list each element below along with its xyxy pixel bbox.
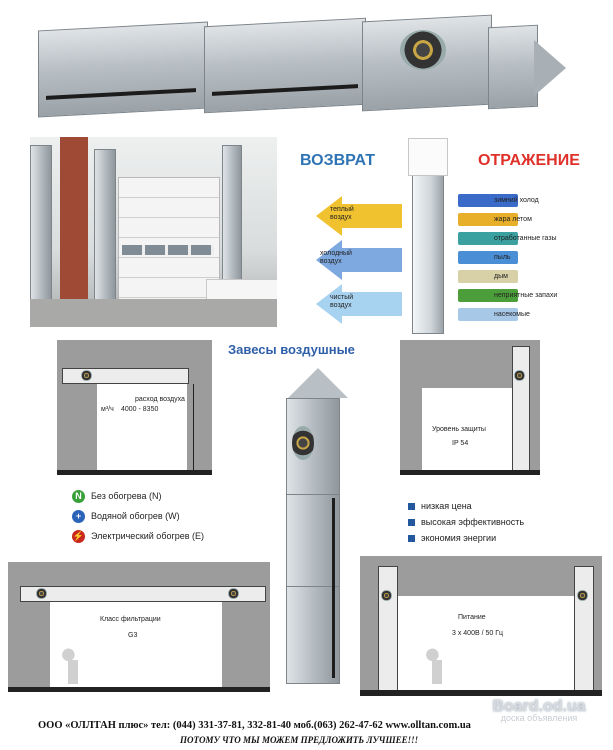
diagram3-fan-icon-left xyxy=(36,588,47,599)
benefits-list xyxy=(408,498,588,546)
clean-air-arrow xyxy=(316,284,404,324)
photo-door-windows xyxy=(122,245,214,255)
reflection-heading: ОТРАЖЕНИЕ xyxy=(478,152,580,169)
diagram1-label-title: расход воздуха xyxy=(135,396,185,403)
photo-door xyxy=(118,177,220,301)
diagram4-label-value: 3 x 400В / 50 Гц xyxy=(452,630,503,637)
diagram-power xyxy=(360,556,602,696)
dimension-line xyxy=(193,384,194,470)
reflection-label-7: насекомые xyxy=(494,311,530,318)
top-unit-section-1 xyxy=(38,22,208,118)
diagram2-label-title: Уровень защиты xyxy=(432,426,486,433)
top-unit-section-end xyxy=(488,25,538,110)
diagram2-floor xyxy=(400,470,540,475)
vertical-unit-image xyxy=(280,368,350,690)
diagram2-curtain xyxy=(512,346,530,472)
heating-legend xyxy=(72,488,262,544)
clean-air-label: чистый воздух xyxy=(330,294,354,309)
worker-icon xyxy=(54,648,90,686)
vertical-unit-top xyxy=(288,368,348,398)
reflection-label-5: дым xyxy=(494,273,508,280)
section-title: Завесы воздушные xyxy=(228,342,355,357)
legend-item-electric-heating: ⚡ Электрический обогрев (Е) xyxy=(72,530,205,541)
reflection-label-1: зимний холод xyxy=(494,197,539,204)
cold-air-label: холодный воздух xyxy=(320,250,352,265)
diagram3-floor xyxy=(8,687,270,692)
benefit-item: низкая цена xyxy=(408,498,588,514)
diagram4-curtain-right xyxy=(574,566,594,692)
diagram-filtration xyxy=(8,562,270,692)
footer-slogan: ПОТОМУ ЧТО МЫ МОЖЕМ ПРЕДЛОЖИТЬ ЛУЧШЕЕ!!! xyxy=(180,735,419,745)
reflection-label-2: жара летом xyxy=(494,216,532,223)
benefit-item: экономия энергии xyxy=(408,530,588,546)
photo-floor xyxy=(30,299,277,327)
reflection-label-6: неприятные запахи xyxy=(494,292,558,299)
vertical-unit-slot xyxy=(332,498,335,678)
diagram3-label-value: G3 xyxy=(128,632,138,639)
diagram3-label-title: Класс фильтрации xyxy=(100,616,161,623)
diagram1-floor xyxy=(57,470,212,475)
diagram1-fan-icon xyxy=(81,370,92,381)
warm-air-arrow xyxy=(316,196,404,236)
diagram4-fan-icon-left xyxy=(381,590,392,601)
photo-brick-wall xyxy=(60,137,88,302)
fan-icon xyxy=(400,30,446,70)
reflection-label-4: пыль xyxy=(494,254,511,261)
legend-item-no-heating: N Без обогрева (N) xyxy=(72,488,262,504)
diagram1-label-value: 4000 - 8350 xyxy=(121,406,159,413)
diagram-protection xyxy=(400,340,540,475)
warm-air-label: теплый воздух xyxy=(330,206,354,221)
benefit-item: высокая эффективность xyxy=(408,514,588,530)
photo-curtain-mid xyxy=(94,149,116,301)
water-heating-icon: + xyxy=(72,510,85,523)
installation-photo xyxy=(30,137,277,327)
top-unit-image xyxy=(30,8,570,118)
strip-5 xyxy=(458,270,518,283)
diagram3-fan-icon-right xyxy=(228,588,239,599)
electric-heating-icon: ⚡ xyxy=(72,530,85,541)
footer-contacts: ООО «ОЛЛТАН плюс» тел: (044) 331-37-81, 332-81-40 моб.(063) 262-47-62 www.olltan.com.ua xyxy=(38,720,471,731)
watermark-main: Board.od.ua xyxy=(492,698,586,715)
worker-icon xyxy=(418,648,454,686)
diagram4-floor xyxy=(360,690,602,696)
diagram1-label-unit: м³/ч xyxy=(101,406,114,413)
diagram4-fan-icon-right xyxy=(577,590,588,601)
return-heading: ВОЗВРАТ xyxy=(300,152,375,169)
diagram4-curtain-left xyxy=(378,566,398,692)
top-unit-section-2 xyxy=(204,18,366,113)
reflection-label-3: отработанные газы xyxy=(494,235,557,242)
diagram2-label-value: IP 54 xyxy=(452,440,469,447)
diagram2-fan-icon xyxy=(514,370,525,381)
cold-air-arrow xyxy=(316,240,404,280)
no-heating-icon: N xyxy=(72,490,85,503)
photo-curtain-right xyxy=(222,145,242,301)
schematic-curtain-head xyxy=(408,138,448,176)
legend-item-water-heating: + Водяной обогрев (W) xyxy=(72,508,262,524)
vertical-unit-fan-icon xyxy=(292,426,314,460)
diagram4-label-title: Питание xyxy=(458,614,486,621)
watermark-sub: доска объявления xyxy=(500,713,578,723)
top-unit-nozzle xyxy=(534,40,566,96)
photo-curtain-left xyxy=(30,145,52,302)
watermark xyxy=(474,698,604,723)
diagram-airflow xyxy=(57,340,212,475)
